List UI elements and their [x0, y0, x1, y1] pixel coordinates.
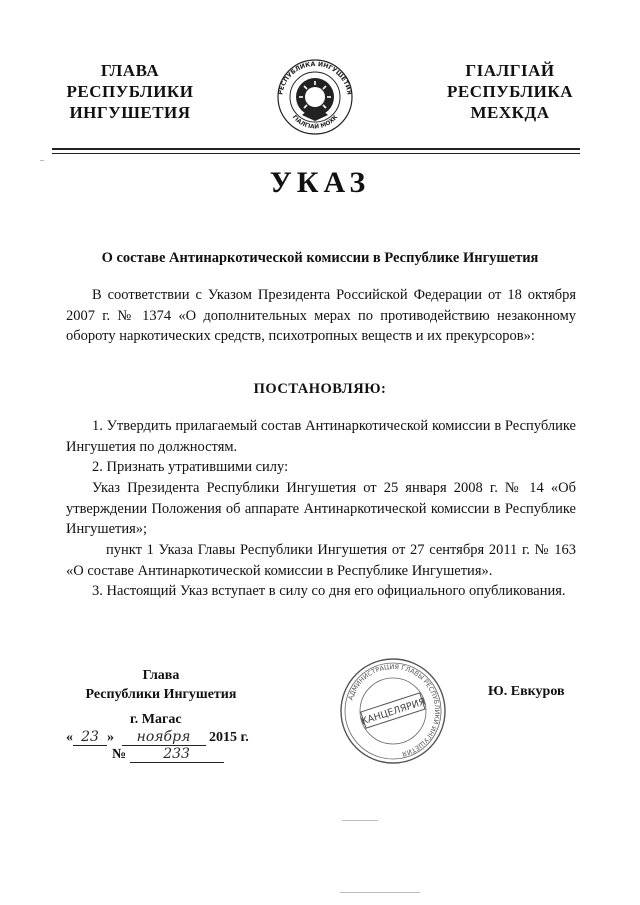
preamble-paragraph: В соответствии с Указом Президента Российской Федерации от 18 октября 2007 г. № 1374 «О дополнительных мерах по противодействию незаконному обороту наркотических средств, психотропных веществ и их прекурсоров»:	[66, 287, 576, 344]
scan-speck	[342, 820, 378, 821]
document-title: УКАЗ	[269, 166, 371, 199]
emblem-top-text: РЕСПУБЛИКА ИНГУШЕТИЯ	[277, 60, 353, 96]
header-divider-thin	[52, 153, 580, 154]
office-stamp-icon	[338, 656, 448, 766]
document-number	[112, 746, 224, 763]
header-right-line: МЕХКДА	[470, 103, 550, 122]
stamp-center-text: КАНЦЕЛЯРИЯ	[359, 696, 427, 728]
item-2: 2. Признать утратившими силу:	[92, 459, 289, 475]
signatory-name: Ю. Евкуров	[488, 684, 565, 699]
header-right-line: ГIАЛГIАЙ	[465, 61, 555, 80]
stamp-ring-text: АДМИНИСТРАЦИЯ ГЛАВЫ РЕСПУБЛИКИ ИНГУШЕТИЯ	[346, 662, 442, 758]
header-left-line: ГЛАВА	[100, 61, 160, 80]
date-day: 23	[73, 729, 107, 746]
item-3: 3. Настоящий Указ вступает в силу со дня его официального опубликования.	[92, 583, 566, 599]
item-2b: пункт 1 Указа Главы Республики Ингушетия от 27 сентября 2011 г. № 163 «О составе Антинаркотической комиссии в Республике Ингушетия».	[66, 542, 576, 579]
item-2a: Указ Президента Республики Ингушетия от 25 января 2008 г. № 14 «Об утверждении Положения об аппарате Антинаркотической комиссии в Республике Ингушетия»;	[66, 480, 576, 537]
header-right-title	[420, 60, 600, 123]
header-right-line: РЕСПУБЛИКА	[446, 82, 573, 101]
number-prefix: №	[112, 747, 127, 762]
date-year: 2015 г.	[209, 730, 249, 745]
emblem-bottom-text: ГIАЛГIАЙ МОХК	[290, 114, 340, 131]
scan-speck	[40, 160, 44, 161]
document-subject: О составе Антинаркотической комиссии в Республике Ингушетия	[101, 250, 539, 266]
header-divider	[52, 148, 580, 150]
signatory-position	[56, 666, 266, 704]
header-left-line: РЕСПУБЛИКИ	[66, 82, 194, 101]
header-left-title	[40, 60, 220, 123]
header-left-line: ИНГУШЕТИЯ	[69, 103, 191, 122]
place-of-signing: г. Магас	[130, 712, 182, 727]
signing-date	[66, 729, 249, 746]
item-1: 1. Утвердить прилагаемый состав Антинаркотической комиссии в Республике Ингушетия по должностям.	[66, 418, 576, 455]
signatory-position-line: Глава	[142, 668, 180, 683]
signatory-position-line: Республики Ингушетия	[85, 687, 237, 702]
date-quote-open: «	[66, 730, 73, 745]
decree-heading: ПОСТАНОВЛЯЮ:	[253, 381, 387, 397]
scan-speck	[340, 892, 420, 893]
date-quote-close: »	[107, 730, 114, 745]
republic-emblem-icon	[272, 55, 358, 139]
number-value: 233	[130, 746, 224, 763]
date-month: ноября	[122, 729, 206, 746]
